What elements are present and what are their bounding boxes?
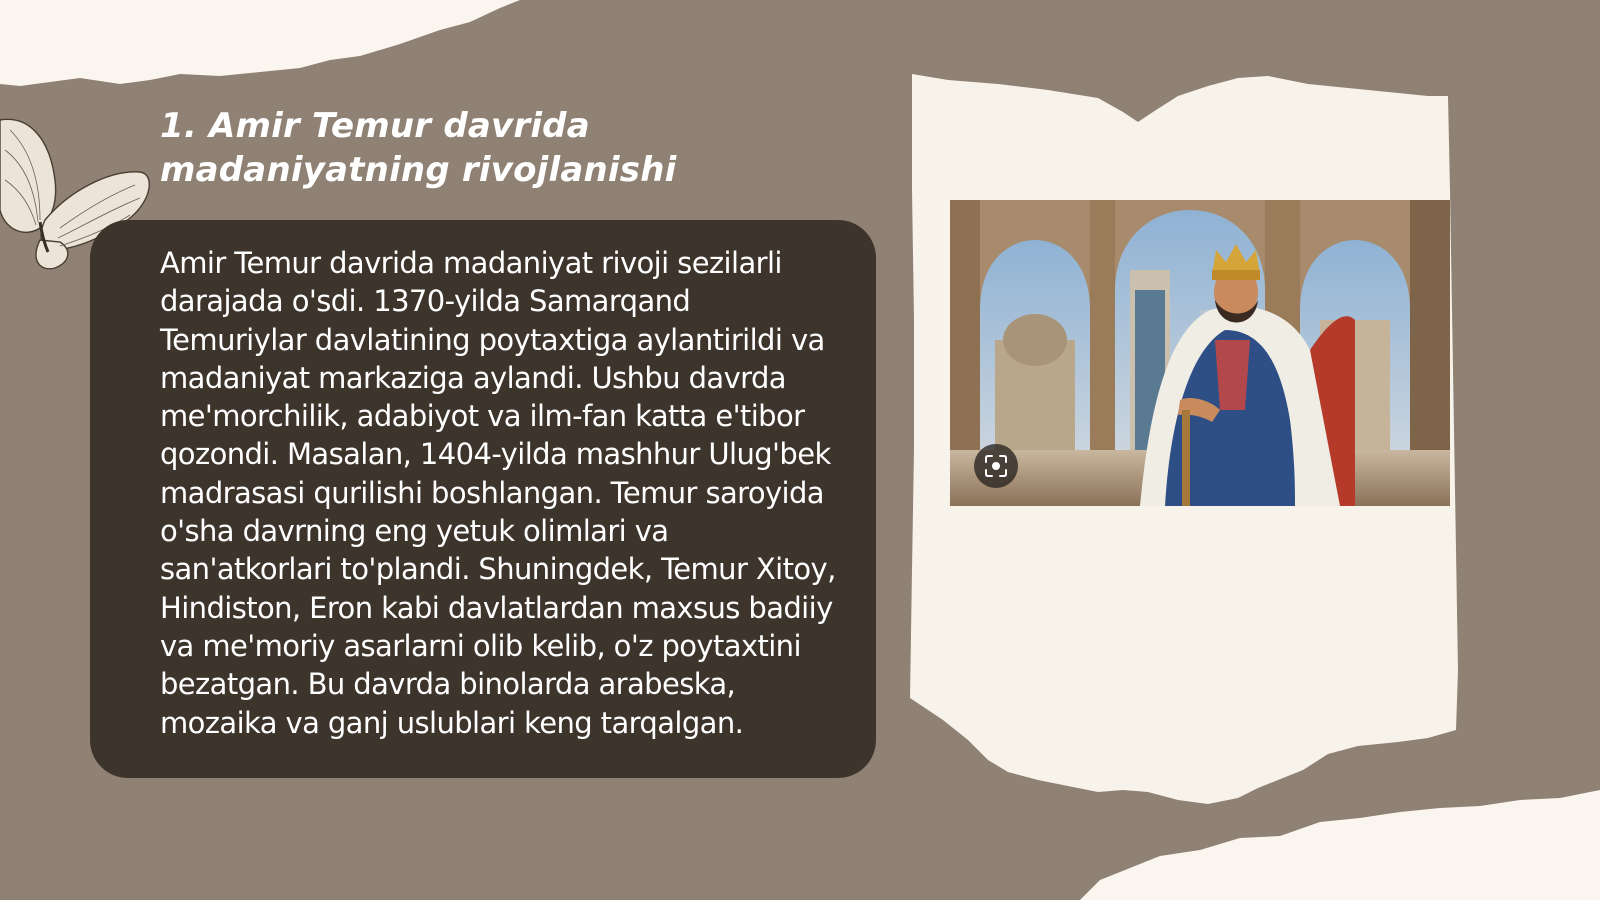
lens-button[interactable]: [974, 444, 1018, 488]
body-text: Amir Temur davrida madaniyat rivoji sezilarli darajada o'sdi. 1370-yilda Samarqand Temuriylar davlatining poytaxtiga aylantirildi va madaniyat markaziga aylandi. Ushbu davrda me'morchilik, adabiyot va ilm-fan katta e'tibor qozondi. Masalan, 1404-yilda mashhur Ulug'bek madrasasi qurilishi boshlangan. Temur saroyida o'sha davrning eng yetuk olimlari va san'atkorlari to'plandi. Shuningdek, Temur Xitoy, Hindiston, Eron kabi davlatlardan maxsus badiiy va me'moriy asarlarni olib kelib, o'z poytaxtini bezatgan. Bu davrda binolarda arabeska, mozaika va ganj uslublari keng tarqalgan.: [160, 246, 836, 740]
slide-title: 1. Amir Temur davrida madaniyatning rivojlanishi: [160, 106, 677, 190]
lens-icon: [983, 453, 1009, 479]
amir-temur-portrait: [950, 200, 1450, 506]
torn-paper-top-left: [0, 0, 520, 86]
portrait-image: [950, 200, 1450, 506]
